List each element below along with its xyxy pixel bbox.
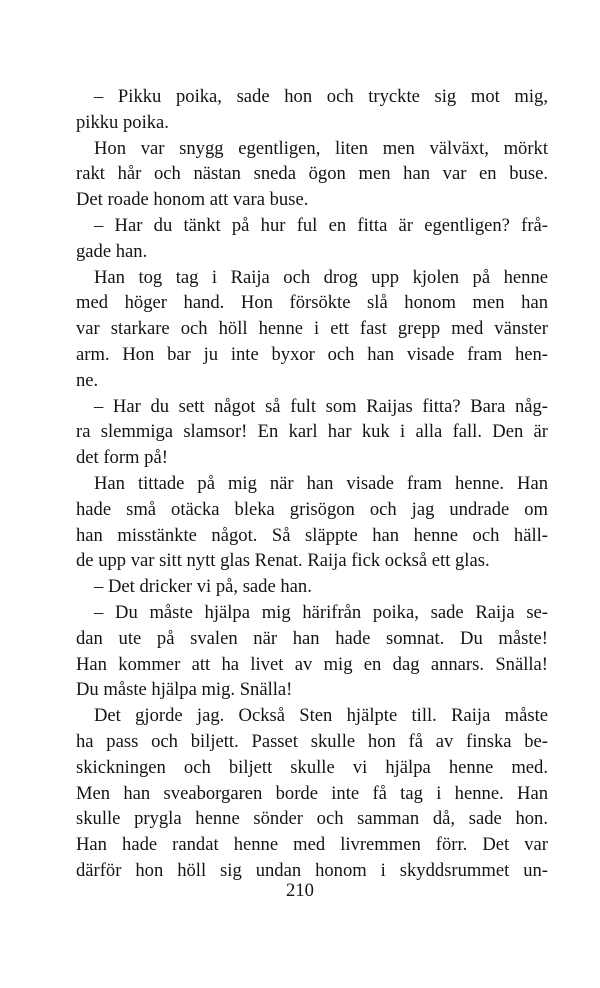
text-line: därför hon höll sig undan honom i skyddsrummet un-: [76, 859, 548, 881]
paragraph: [76, 600, 548, 703]
text-line: Han hade randat henne med livremmen förr. Det var: [76, 834, 548, 856]
text-line: Du måste hjälpa mig. Snälla!: [76, 679, 293, 701]
text-line: de upp var sitt nytt glas Renat. Raija fick också ett glas.: [76, 550, 490, 572]
text-line: – Har du tänkt på hur ful en fitta är egentligen? frå-: [94, 214, 548, 236]
paragraph: [76, 84, 548, 136]
text-line: Det roade honom att vara buse.: [76, 189, 309, 211]
text-line: – Har du sett något så fult som Raijas fitta? Bara någ-: [94, 395, 548, 417]
text-line: – Du måste hjälpa mig härifrån poika, sade Raija se-: [94, 601, 548, 623]
text-line: Han kommer att ha livet av mig en dag annars. Snälla!: [76, 653, 548, 675]
text-line: skulle prygla henne sönder och samman då, sade hon.: [76, 808, 548, 830]
paragraph: [76, 703, 548, 884]
text-line: dan ute på svalen när han hade somnat. Du måste!: [76, 627, 548, 649]
text-line: ne.: [76, 369, 99, 391]
paragraph: [76, 574, 548, 600]
text-line: arm. Hon bar ju inte byxor och han visade fram hen-: [76, 343, 548, 365]
text-line: han misstänkte något. Så släppte han henne och häll-: [76, 524, 548, 546]
paragraph: [76, 265, 548, 394]
text-line: – Det dricker vi på, sade han.: [94, 576, 312, 598]
text-line: Han tittade på mig när han visade fram henne. Han: [94, 472, 548, 494]
text-line: Men han sveaborgaren borde inte få tag i henne. Han: [76, 782, 548, 804]
text-line: med höger hand. Hon försökte slå honom men han: [76, 292, 548, 314]
text-line: var starkare och höll henne i ett fast grepp med vänster: [76, 318, 548, 340]
text-line: Hon var snygg egentligen, liten men välväxt, mörkt: [94, 137, 548, 159]
text-line: det form på!: [76, 447, 168, 469]
text-line: gade han.: [76, 240, 148, 262]
text-line: ha pass och biljett. Passet skulle hon få av finska be-: [76, 730, 548, 752]
text-line: skickningen och biljett skulle vi hjälpa henne med.: [76, 756, 548, 778]
text-line: Han tog tag i Raija och drog upp kjolen på henne: [94, 266, 548, 288]
text-line: rakt hår och nästan sneda ögon men han var en buse.: [76, 163, 548, 185]
paragraph: [76, 471, 548, 574]
paragraph: [76, 213, 548, 265]
paragraph: [76, 394, 548, 471]
page-number: 210: [286, 880, 314, 901]
text-line: ra slemmiga slamsor! En karl har kuk i alla fall. Den är: [76, 421, 548, 443]
paragraph: [76, 136, 548, 213]
text-line: – Pikku poika, sade hon och tryckte sig mot mig,: [94, 86, 548, 107]
text-line: pikku poika.: [76, 111, 169, 133]
book-page-text: [76, 84, 548, 884]
text-line: Det gjorde jag. Också Sten hjälpte till. Raija måste: [94, 705, 548, 727]
text-line: hade små otäcka bleka grisögon och jag undrade om: [76, 498, 548, 520]
